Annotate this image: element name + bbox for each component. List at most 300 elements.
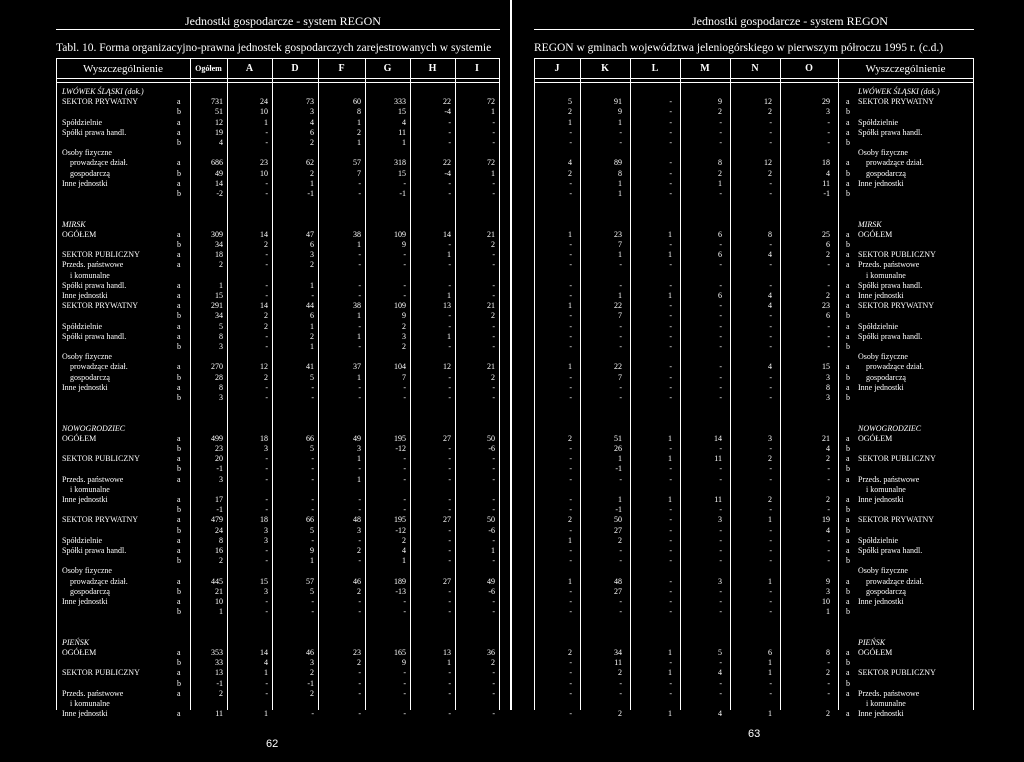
cell-value-left: 5 [310,525,314,535]
row-label-right: i komunalne [866,484,906,494]
cell-value-right: - [669,382,672,392]
cell-value-right: - [669,658,672,668]
cell-value-left: -1 [399,189,406,198]
cell-value-left: - [265,280,268,290]
row-label-right: Osoby fizyczne [858,148,908,158]
cell-value-left: 17 [215,495,223,504]
cell-value-left: - [403,597,406,606]
cell-value-right: - [827,280,830,290]
row-type-left: a [177,597,181,606]
cell-value-left: 2 [264,372,268,382]
cell-value-right: - [769,393,772,402]
cell-value-left: - [358,250,361,260]
cell-value-right: 8 [826,382,830,392]
row-label-left: SEKTOR PUBLICZNY [62,454,140,464]
cell-value-right: - [669,342,672,351]
cell-value-left: 445 [211,576,223,586]
cell-value-right: - [769,311,772,321]
cell-value-left: -1 [216,505,223,515]
cell-value-left: - [448,321,451,331]
cell-value-right: - [669,515,672,525]
cell-value-right: - [569,331,572,341]
row-type-left: a [177,495,181,504]
cell-value-left: - [492,178,495,188]
cell-value-left: 1 [357,372,361,382]
left-head-bottom [56,78,500,79]
cell-value-right: - [569,525,572,535]
row-type-right: a [846,648,850,657]
cell-value-left: 1 [402,138,406,147]
cell-value-right: -1 [823,189,830,198]
section-title-right: LWÓWEK ŚLĄSKI (dok.) [858,87,940,96]
cell-value-left: 3 [264,586,268,596]
cell-value-right: - [569,668,572,678]
cell-value-left: 22 [443,158,451,168]
cell-value-right: - [719,321,722,331]
row-label-left: SEKTOR PUBLICZNY [62,668,140,678]
cell-value-right: 8 [618,168,622,178]
cell-value-left: 291 [211,301,223,311]
cell-value-left: 48 [353,515,361,525]
cell-value-left: - [358,189,361,198]
cell-value-right: - [669,474,672,484]
row-label-left: Spółki prawa handl. [62,546,127,555]
cell-value-left: 1 [357,240,361,249]
cell-value-right: - [669,678,672,688]
row-label-right: i komunalne [866,270,906,280]
left-table-left-edge [56,58,57,710]
cell-value-left: 3 [310,107,314,117]
right-head-top [534,58,974,59]
cell-value-right: - [769,597,772,606]
cell-value-right: - [619,607,622,617]
cell-value-left: - [265,250,268,260]
row-type-left: a [177,688,181,698]
cell-value-right: - [827,464,830,474]
right-col-divider [838,58,839,710]
cell-value-right: - [827,342,830,351]
cell-value-right: - [719,586,722,596]
cell-value-left: - [448,678,451,688]
row-type-left: b [177,393,181,402]
cell-value-left: - [492,189,495,198]
cell-value-left: 12 [260,362,268,372]
row-type-left: a [177,382,181,392]
cell-value-left: 20 [215,454,223,464]
row-type-left: a [177,648,181,657]
cell-value-right: - [769,688,772,698]
cell-value-right: - [719,311,722,321]
cell-value-right: 21 [822,433,830,443]
cell-value-left: - [448,688,451,698]
cell-value-left: 21 [487,301,495,311]
cell-value-left: - [358,495,361,504]
cell-value-left: 270 [211,362,223,372]
cell-value-left: - [358,556,361,566]
cell-value-left: 2 [491,658,495,668]
cell-value-right: - [569,311,572,321]
cell-value-right: - [769,546,772,555]
cell-value-left: 1 [357,138,361,147]
row-type-right: a [846,362,850,372]
cell-value-right: 4 [826,444,830,453]
cell-value-right: - [569,393,572,402]
cell-value-right: 3 [826,372,830,382]
cell-value-right: 8 [768,229,772,239]
cell-value-right: 26 [614,444,622,453]
cell-value-left: 19 [215,127,223,137]
cell-value-right: 2 [826,668,830,678]
cell-value-right: 4 [568,158,572,168]
cell-value-right: - [569,556,572,566]
cell-value-left: 2 [357,127,361,137]
cell-value-right: 1 [768,668,772,678]
cell-value-right: - [827,678,830,688]
row-type-left: b [177,525,181,535]
cell-value-left: 2 [357,546,361,555]
cell-value-left: 2 [310,168,314,178]
cell-value-left: 104 [394,362,406,372]
cell-value-right: 3 [718,515,722,525]
row-type-right: a [846,321,850,331]
cell-value-left: 318 [394,158,406,168]
cell-value-right: - [569,546,572,555]
cell-value-right: - [669,688,672,698]
cell-value-right: - [719,597,722,606]
cell-value-right: 5 [568,97,572,107]
cell-value-left: 18 [260,515,268,525]
cell-value-left: 60 [353,97,361,107]
row-type-right: a [846,117,850,127]
row-label-right: Inne jednostki [858,495,904,504]
cell-value-left: - [403,393,406,402]
row-type-left: b [177,586,181,596]
cell-value-right: 29 [822,97,830,107]
cell-value-right: 8 [826,648,830,657]
row-type-left: b [177,464,181,474]
cell-value-right: 1 [826,607,830,617]
row-label-right: Osoby fizyczne [858,352,908,362]
cell-value-left: - [492,127,495,137]
cell-value-left: 14 [215,178,223,188]
row-type-right: b [846,393,850,402]
cell-value-right: 14 [714,433,722,443]
cell-value-right: - [719,393,722,402]
cell-value-left: 49 [487,576,495,586]
cell-value-left: 24 [215,525,223,535]
row-type-left: b [177,556,181,566]
cell-value-left: -1 [307,189,314,198]
cell-value-right: 2 [768,107,772,117]
cell-value-left: - [448,586,451,596]
cell-value-left: 10 [260,168,268,178]
cell-value-left: 2 [219,556,223,566]
cell-value-left: 38 [353,229,361,239]
row-label-right: Inne jednostki [858,597,904,606]
cell-value-right: - [569,321,572,331]
cell-value-left: -12 [395,444,406,453]
cell-value-right: - [827,474,830,484]
cell-value-right: - [619,331,622,341]
cell-value-left: - [448,393,451,402]
cell-value-left: 1 [310,321,314,331]
cell-value-left: 1 [357,117,361,127]
cell-value-left: 4 [219,138,223,147]
cell-value-left: -12 [395,525,406,535]
cell-value-right: - [569,291,572,300]
row-type-right: b [846,342,850,351]
cell-value-right: 12 [764,97,772,107]
section-title-left: NOWOGRODZIEC [62,423,126,433]
cell-value-left: -4 [444,107,451,117]
cell-value-right: - [769,280,772,290]
cell-value-right: - [827,658,830,668]
cell-value-left: - [311,495,314,504]
cell-value-right: - [719,240,722,249]
cell-value-left: - [265,127,268,137]
cell-value-right: - [719,525,722,535]
cell-value-left: - [403,678,406,688]
right-head-bottom2 [534,82,974,83]
cell-value-left: 2 [491,372,495,382]
cell-value-left: 23 [260,158,268,168]
cell-value-right: -1 [615,464,622,474]
cell-value-right: - [669,525,672,535]
row-label-left: Inne jednostki [62,382,108,392]
cell-value-left: - [311,709,314,719]
cell-value-left: 10 [215,597,223,606]
row-label-right: Spółdzielnie [858,117,898,127]
cell-value-left: - [265,189,268,198]
cell-value-right: - [569,189,572,198]
row-type-right: a [846,515,850,525]
cell-value-left: 5 [310,586,314,596]
cell-value-left: - [492,321,495,331]
cell-value-left: 15 [398,168,406,178]
cell-value-left: - [492,678,495,688]
cell-value-right: - [669,280,672,290]
cell-value-right: 1 [768,658,772,668]
row-type-left: b [177,240,181,249]
row-type-right: a [846,597,850,606]
cell-value-left: - [448,495,451,504]
cell-value-left: 49 [215,168,223,178]
cell-value-left: 9 [402,658,406,668]
cell-value-left: 353 [211,648,223,657]
cell-value-right: - [569,280,572,290]
right-running-header: Jednostki gospodarcze - system REGON [692,14,888,28]
cell-value-right: 8 [718,158,722,168]
cell-value-left: - [403,280,406,290]
cell-value-right: 2 [826,495,830,504]
cell-value-left: - [403,178,406,188]
cell-value-left: - [492,505,495,515]
cell-value-left: 7 [357,168,361,178]
left-col-header: Wyszczególnienie [83,63,163,75]
row-type-right: a [846,97,850,107]
row-label-right: i komunalne [866,699,906,708]
cell-value-right: - [569,138,572,147]
cell-value-left: - [448,597,451,606]
cell-value-left: 1 [357,311,361,321]
cell-value-right: - [569,709,572,719]
row-type-left: a [177,117,181,127]
cell-value-left: - [492,260,495,270]
cell-value-right: 9 [826,576,830,586]
cell-value-right: - [669,505,672,515]
cell-value-left: 50 [487,433,495,443]
row-type-left: a [177,127,181,137]
cell-value-left: 18 [215,250,223,260]
cell-value-right: - [719,117,722,127]
cell-value-left: 14 [443,229,451,239]
row-type-right: a [846,668,850,678]
cell-value-right: - [669,535,672,545]
row-label-left: Spółdzielnie [62,535,102,545]
cell-value-right: 1 [618,189,622,198]
cell-value-left: 66 [306,433,314,443]
cell-value-right: - [669,138,672,147]
row-type-left: a [177,454,181,464]
cell-value-left: - [448,464,451,474]
cell-value-right: - [669,597,672,606]
cell-value-right: 22 [614,301,622,311]
cell-value-left: 9 [402,240,406,249]
cell-value-left: 22 [443,97,451,107]
cell-value-right: - [769,342,772,351]
cell-value-left: 109 [394,229,406,239]
row-label-left: Inne jednostki [62,495,108,504]
cell-value-left: - [448,260,451,270]
row-label-left: Spółki prawa handl. [62,331,127,341]
row-label-right: Osoby fizyczne [858,566,908,576]
row-type-right: b [846,311,850,321]
right-col-header: Wyszczególnienie [865,63,946,75]
cell-value-left: 11 [215,709,223,719]
cell-value-left: 3 [219,342,223,351]
cell-value-left: - [358,280,361,290]
row-type-right: b [846,464,850,474]
left-table-title: Tabl. 10. Forma organizacyjno-prawna jednostek gospodarczych zarejestrowanych w systemie [56,42,492,54]
cell-value-right: 3 [826,586,830,596]
cell-value-right: 2 [768,168,772,178]
cell-value-left: 333 [394,97,406,107]
cell-value-left: - [311,474,314,484]
cell-value-right: - [769,178,772,188]
right-header-rule [534,29,974,30]
cell-value-right: - [769,678,772,688]
cell-value-left: 499 [211,433,223,443]
row-type-left: a [177,291,181,300]
cell-value-right: - [669,331,672,341]
cell-value-left: - [358,321,361,331]
cell-value-right: 19 [822,515,830,525]
row-label-right: SEKTOR PUBLICZNY [858,668,936,678]
cell-value-left: - [311,607,314,617]
cell-value-right: 9 [618,107,622,117]
cell-value-right: 34 [614,648,622,657]
cell-value-right: 6 [826,311,830,321]
cell-value-right: 2 [568,433,572,443]
cell-value-right: 1 [668,709,672,719]
section-title-left: LWÓWEK ŚLĄSKI (dok.) [62,87,144,96]
row-label-left: prowadzące dział. [70,362,128,372]
row-label-left: OGÓŁEM [62,648,97,657]
cell-value-right: - [669,546,672,555]
cell-value-left: 5 [310,444,314,453]
cell-value-left: - [358,382,361,392]
cell-value-right: 10 [822,597,830,606]
cell-value-left: 1 [264,117,268,127]
cell-value-right: - [769,260,772,270]
cell-value-left: -6 [488,525,495,535]
cell-value-left: - [448,505,451,515]
cell-value-left: - [492,454,495,464]
cell-value-right: - [669,301,672,311]
row-type-right: b [846,678,850,688]
left-col-header: G [383,63,392,74]
cell-value-right: - [769,321,772,331]
cell-value-right: 7 [618,240,622,249]
row-type-left: b [177,311,181,321]
cell-value-left: 109 [394,301,406,311]
cell-value-right: - [669,372,672,382]
row-label-right: gospodarczą [866,586,906,596]
cell-value-left: 2 [219,260,223,270]
cell-value-left: 34 [215,311,223,321]
row-type-left: a [177,280,181,290]
cell-value-left: - [265,454,268,464]
cell-value-right: 18 [822,158,830,168]
cell-value-left: - [492,668,495,678]
row-type-right: a [846,158,850,168]
cell-value-left: 8 [219,331,223,341]
cell-value-right: - [569,454,572,464]
cell-value-left: - [492,382,495,392]
cell-value-left: 4 [402,117,406,127]
cell-value-right: - [827,556,830,566]
cell-value-right: 1 [618,117,622,127]
cell-value-left: 57 [353,158,361,168]
cell-value-right: 1 [568,576,572,586]
cell-value-left: - [403,464,406,474]
cell-value-left: - [358,291,361,300]
row-label-right: Inne jednostki [858,291,904,300]
row-type-left: a [177,158,181,168]
row-type-left: b [177,505,181,515]
cell-value-left: 1 [447,291,451,300]
cell-value-left: 3 [219,474,223,484]
row-type-right: a [846,688,850,698]
row-label-right: SEKTOR PUBLICZNY [858,454,936,464]
row-label-left: gospodarczą [70,168,110,178]
row-label-left: i komunalne [70,699,110,708]
cell-value-left: 37 [353,362,361,372]
cell-value-left: - [265,331,268,341]
row-label-right: SEKTOR PRYWATNY [858,97,935,107]
cell-value-left: 50 [487,515,495,525]
row-label-left: OGÓŁEM [62,433,97,443]
row-label-left: Przeds. państwowe [62,474,124,484]
cell-value-right: - [769,444,772,453]
cell-value-right: 23 [614,229,622,239]
cell-value-right: 50 [614,515,622,525]
cell-value-left: - [358,505,361,515]
row-type-right: b [846,189,850,198]
cell-value-right: 1 [668,668,672,678]
cell-value-left: - [403,260,406,270]
cell-value-left: 36 [487,648,495,657]
